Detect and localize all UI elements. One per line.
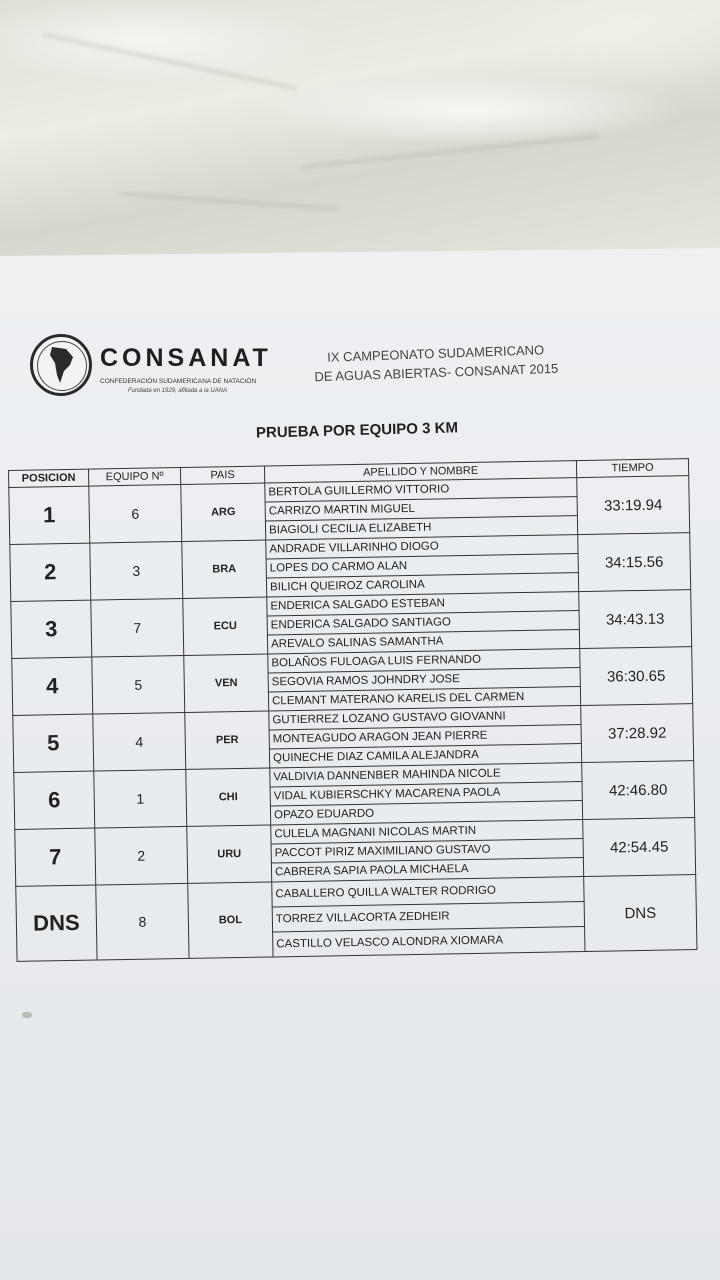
time-cell: 42:46.80	[582, 761, 695, 820]
athlete-name-cell: AREVALO SALINAS SAMANTHA	[267, 630, 579, 654]
athlete-name-cell: ENDERICA SALGADO ESTEBAN	[267, 592, 579, 616]
event-title-line1: IX CAMPEONATO SUDAMERICANO	[327, 342, 545, 365]
results-body	[9, 476, 697, 962]
athlete-name-cell: CARRIZO MARTIN MIGUEL	[265, 497, 577, 521]
org-name: CONSANAT	[100, 344, 272, 372]
position-cell: 5	[13, 714, 94, 772]
athlete-name-cell: CLEMANT MATERANO KARELIS DEL CARMEN	[268, 687, 580, 711]
time-cell: 42:54.45	[583, 818, 696, 877]
athlete-name-cell: CABALLERO QUILLA WALTER RODRIGO	[272, 877, 584, 907]
athlete-name-cell: OPAZO EDUARDO	[270, 801, 582, 825]
athlete-name-cell: GUTIERREZ LOZANO GUSTAVO GIOVANNI	[269, 706, 581, 730]
team-cell: 5	[92, 655, 185, 714]
results-table	[8, 458, 697, 962]
team-cell: 7	[91, 598, 184, 657]
athlete-name-cell: CASTILLO VELASCO ALONDRA XIOMARA	[273, 927, 585, 957]
athlete-name-cell: TORREZ VILLACORTA ZEDHEIR	[272, 902, 584, 932]
country-cell: ARG	[181, 483, 266, 541]
country-cell: BRA	[182, 540, 267, 598]
time-cell: 33:19.94	[577, 476, 690, 535]
country-cell: CHI	[186, 768, 271, 826]
time-cell: 36:30.65	[580, 647, 693, 706]
time-cell: DNS	[584, 875, 697, 952]
org-full-name: CONFEDERACIÓN SUDAMERICANA DE NATACIÓN	[100, 378, 257, 385]
team-cell: 8	[96, 883, 189, 960]
time-cell: 37:28.92	[581, 704, 694, 763]
position-cell: 2	[10, 543, 91, 601]
athlete-name-cell: SEGOVIA RAMOS JOHNDRY JOSE	[268, 668, 580, 692]
country-cell: PER	[185, 711, 270, 769]
team-cell: 2	[95, 826, 188, 885]
col-header-time: TIEMPO	[576, 459, 688, 478]
time-cell: 34:43.13	[579, 590, 692, 649]
team-cell: 3	[90, 541, 183, 600]
fabric-fold	[120, 192, 340, 210]
time-cell: 34:15.56	[578, 533, 691, 592]
athlete-name-cell: BILICH QUEIROZ CAROLINA	[266, 573, 578, 597]
team-cell: 4	[93, 712, 186, 771]
paper-smudge	[22, 1012, 32, 1018]
position-cell: 1	[9, 486, 90, 544]
athlete-name-cell: PACCOT PIRIZ MAXIMILIANO GUSTAVO	[271, 839, 583, 863]
position-cell: DNS	[16, 885, 97, 961]
position-cell: 3	[11, 600, 92, 658]
country-cell: VEN	[184, 654, 269, 712]
col-header-names: APELLIDO Y NOMBRE	[264, 461, 576, 483]
col-header-team: EQUIPO Nº	[88, 467, 180, 486]
test-title: PRUEBA POR EQUIPO 3 KM	[255, 419, 459, 442]
athlete-name-cell: BIAGIOLI CECILIA ELIZABETH	[265, 516, 577, 540]
fabric-fold	[43, 33, 298, 90]
position-cell: 6	[14, 771, 95, 829]
team-cell: 1	[94, 769, 187, 828]
bed-sheet-background	[0, 0, 720, 270]
athlete-name-cell: CULELA MAGNANI NICOLAS MARTIN	[271, 820, 583, 844]
athlete-name-cell: VIDAL KUBIERSCHKY MACARENA PAOLA	[270, 782, 582, 806]
col-header-position: POSICION	[9, 469, 89, 487]
position-cell: 7	[15, 828, 96, 886]
athlete-name-cell: BERTOLA GUILLERMO VITTORIO	[265, 478, 577, 502]
athlete-name-cell: ENDERICA SALGADO SANTIAGO	[267, 611, 579, 635]
fabric-fold	[301, 134, 600, 168]
athlete-name-cell: VALDIVIA DANNENBER MAHINDA NICOLE	[270, 763, 582, 787]
country-cell: BOL	[188, 882, 273, 958]
athlete-name-cell: LOPES DO CARMO ALAN	[266, 554, 578, 578]
athlete-name-cell: QUINECHE DIAZ CAMILA ALEJANDRA	[269, 744, 581, 768]
team-cell: 6	[89, 484, 182, 543]
results-sheet	[8, 458, 696, 962]
athlete-name-cell: ANDRADE VILLARINHO DIOGO	[266, 535, 578, 559]
athlete-name-cell: BOLAÑOS FULOAGA LUIS FERNANDO	[268, 649, 580, 673]
org-founded: Fundada en 1929, afiliada a la UANA	[128, 388, 228, 394]
athlete-name-cell: CABRERA SAPIA PAOLA MICHAELA	[271, 858, 583, 882]
col-header-country: PAIS	[180, 466, 264, 484]
south-america-seal-icon	[30, 334, 92, 396]
country-cell: URU	[187, 825, 272, 883]
athlete-name-cell: MONTEAGUDO ARAGON JEAN PIERRE	[269, 725, 581, 749]
position-cell: 4	[12, 657, 93, 715]
country-cell: ECU	[183, 597, 268, 655]
event-title-line2: DE AGUAS ABIERTAS- CONSANAT 2015	[314, 360, 559, 385]
